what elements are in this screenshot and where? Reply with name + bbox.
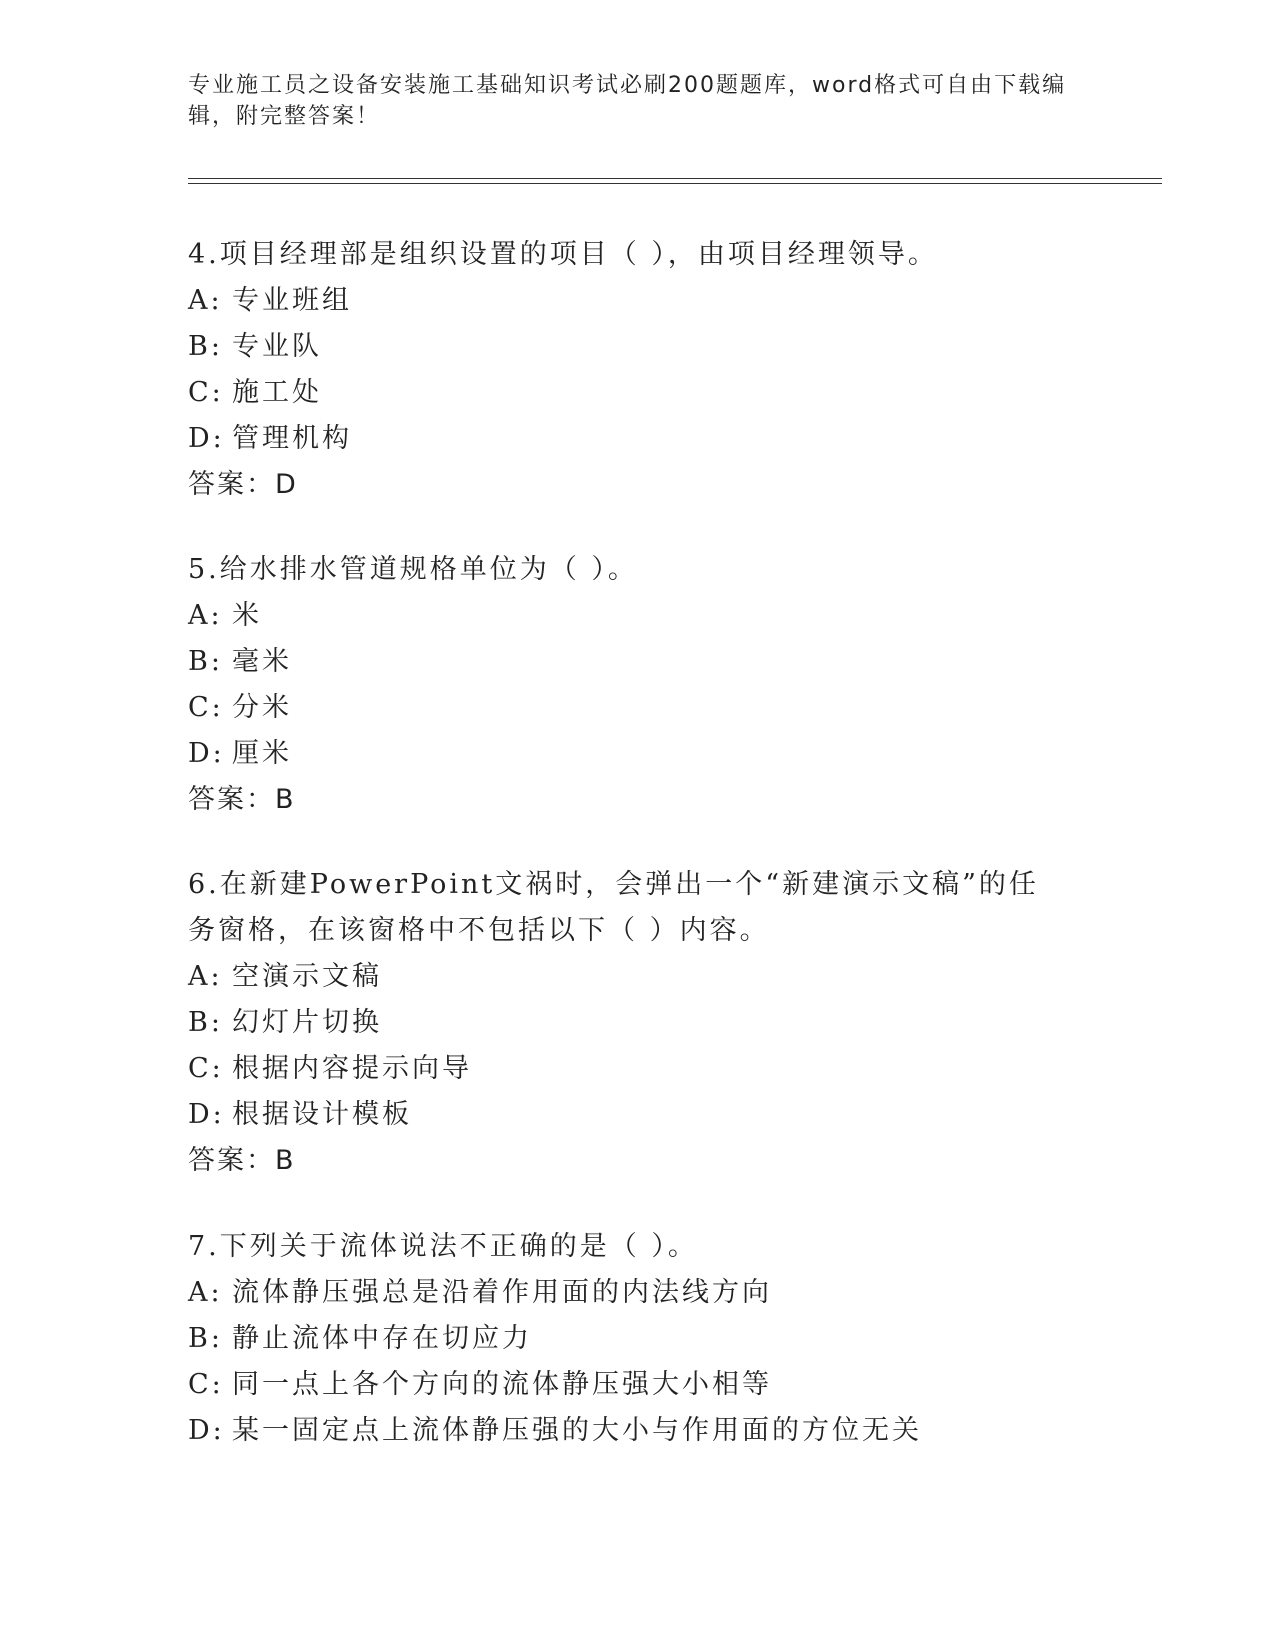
option-text: 流体静压强总是沿着作用面的内法线方向	[232, 1277, 772, 1308]
option-b	[188, 639, 1088, 685]
question-stem: 4.项目经理部是组织设置的项目（ ），由项目经理领导。	[188, 239, 938, 270]
option-text: 根据设计模板	[232, 1099, 412, 1130]
header-divider-bottom	[188, 183, 1162, 184]
option-a	[188, 954, 1088, 1000]
option-text: 专业班组	[232, 285, 352, 316]
option-d	[188, 416, 1088, 462]
option-text: 施工处	[232, 377, 322, 408]
option-a	[188, 1270, 1088, 1316]
option-c	[188, 1046, 1088, 1092]
option-a	[188, 278, 1088, 324]
option-d	[188, 731, 1088, 777]
header-divider-top	[188, 178, 1162, 179]
option-key: D:	[188, 1415, 225, 1446]
option-key: C:	[188, 1369, 224, 1400]
option-key: B:	[188, 331, 223, 362]
question-7	[188, 1224, 1088, 1454]
option-text: 毫米	[232, 646, 292, 677]
option-c	[188, 1362, 1088, 1408]
option-text: 静止流体中存在切应力	[232, 1323, 532, 1354]
question-stem: 6.在新建PowerPoint文祸时，会弹出一个“新建演示文稿”的任务窗格，在该窗格中不包括以下（ ）内容。	[188, 869, 1039, 946]
answer-line: 答案：B	[188, 784, 296, 815]
question-4	[188, 232, 1088, 508]
answer-line: 答案：B	[188, 1145, 296, 1176]
option-text: 专业队	[232, 331, 322, 362]
option-text: 某一固定点上流体静压强的大小与作用面的方位无关	[232, 1415, 922, 1446]
answer-line: 答案：D	[188, 469, 298, 500]
option-key: A:	[188, 1277, 223, 1308]
option-key: C:	[188, 692, 224, 723]
option-key: D:	[188, 1099, 225, 1130]
option-text: 空演示文稿	[232, 961, 382, 992]
option-text: 厘米	[232, 738, 292, 769]
question-stem: 5.给水排水管道规格单位为（ ）。	[188, 554, 638, 585]
option-key: B:	[188, 646, 223, 677]
option-c	[188, 370, 1088, 416]
option-c	[188, 685, 1088, 731]
question-stem: 7.下列关于流体说法不正确的是（ ）。	[188, 1231, 698, 1262]
option-text: 幻灯片切换	[232, 1007, 382, 1038]
option-key: C:	[188, 1053, 224, 1084]
option-text: 管理机构	[232, 423, 352, 454]
option-key: D:	[188, 423, 225, 454]
question-5	[188, 547, 1088, 823]
option-text: 米	[232, 600, 262, 631]
option-key: D:	[188, 738, 225, 769]
option-key: C:	[188, 377, 224, 408]
option-key: B:	[188, 1007, 223, 1038]
header-note: 专业施工员之设备安装施工基础知识考试必刷200题题库，word格式可自由下载编辑，附完整答案！	[188, 73, 1067, 129]
option-d	[188, 1092, 1088, 1138]
option-key: B:	[188, 1323, 223, 1354]
option-text: 根据内容提示向导	[232, 1053, 472, 1084]
option-key: A:	[188, 961, 223, 992]
option-a	[188, 593, 1088, 639]
option-b	[188, 324, 1088, 370]
option-key: A:	[188, 600, 223, 631]
option-b	[188, 1316, 1088, 1362]
option-key: A:	[188, 285, 223, 316]
question-6	[188, 862, 1088, 1184]
option-text: 同一点上各个方向的流体静压强大小相等	[232, 1369, 772, 1400]
option-b	[188, 1000, 1088, 1046]
option-text: 分米	[232, 692, 292, 723]
option-d	[188, 1408, 1088, 1454]
